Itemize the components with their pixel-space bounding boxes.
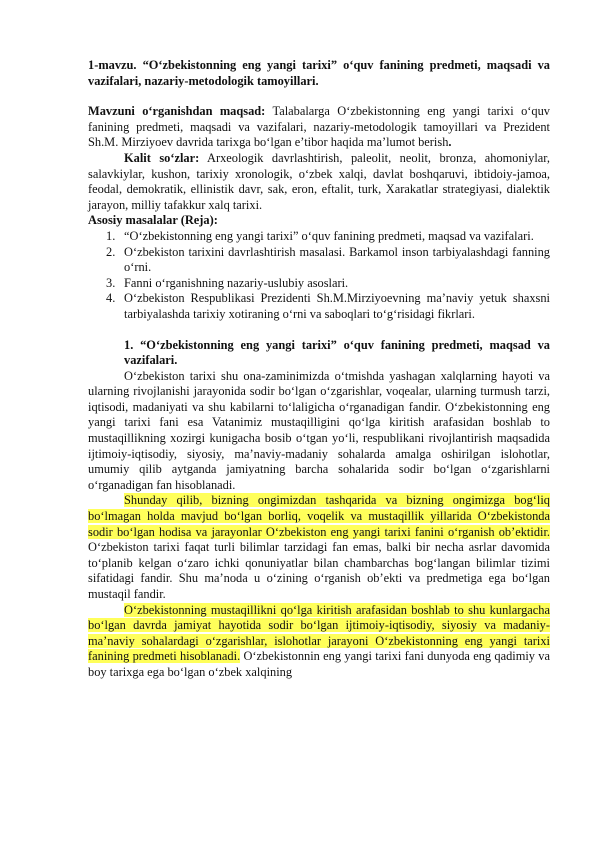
section-paragraph-1: O‘zbekiston tarixi shu ona-zaminimizda o‘tmishda yashagan xalqlarning hayoti va ularning rivojlanishi jarayonida sodir bo‘lgan o‘zgarishlar, voqealar, ularning turmush tarzi, iqtisodi, madaniyati va shu kabilarni to‘laligicha o‘rganadigan fandir. O‘zbekistonning eng yangi tarixi fani esa Vatanimiz mustaqilligini qo‘lga kiritish arafasidan boshlab to mustaqillikning xozirgi kunigacha bosib o‘tgan yo‘li, respublikani rivojlantirish maqsadida ijtimoiy-iqtisodiy, siyosiy, ma’naviy-madaniy sohalarda amalga oshirilgan islohotlar, umumiy qilib aytganda jamiyatning barcha sohalarida sodir bo‘lgan o‘zgarishlarni o‘rganadigan fan hisoblanadi.: [88, 368, 550, 492]
aim-paragraph: [88, 104, 550, 151]
paragraph-text: O‘zbekistonnin eng yangi tarixi fani dunyoda eng qadimiy va boy tarixga ega bo‘lgan o‘zbek xalqining: [88, 649, 550, 679]
plan-item-text: O‘zbekiston Respublikasi Prezidenti Sh.M.Mirziyoevning ma’naviy yetuk shaxsni tarbiyalashda tarixiy xotiraning o‘rni va saboqlari to‘g‘risidagi fikrlari.: [124, 291, 550, 321]
plan-heading: Asosiy masalalar (Reja):: [88, 213, 218, 228]
plan-item-text: “O‘zbekistonning eng yangi tarixi” o‘quv fanining predmeti, maqsad va vazifalari.: [124, 228, 534, 243]
plan-item-number: 3.: [106, 275, 116, 290]
highlighted-text: Shunday qilib, bizning ongimizdan tashqarida va bizning ongimizga bog‘liq bo‘lmagan holda mavjud bo‘lgan borliq, voqelik va mustaqillik yillarida O‘zbekistonda sodir bo‘lgan hodisa va jarayonlar O‘zbekiston eng yangi tarixi fanini o‘rganish ob’ektidir.: [88, 493, 550, 539]
spacer: [88, 89, 550, 104]
aim-end: .: [448, 135, 452, 150]
keywords-paragraph: [88, 151, 550, 213]
highlighted-text: O‘zbekistonning mustaqillikni qo‘lga kiritish arafasidan boshlab to shu kunlargacha bo‘lgan davrda jamiyat hayotida sodir bo‘lgan ijtimoiy-iqtisodiy, siyosiy va madaniy-ma’naviy sohalardagi o‘zgarishlar, islohotlar jarayoni O‘zbekistonning eng yangi tarixi fanining predmeti hisoblanadi.: [88, 602, 550, 664]
plan-item: [88, 245, 550, 276]
keywords-label: Kalit so‘zlar:: [124, 150, 200, 165]
section-heading: 1. “O‘zbekistonning eng yangi tarixi” o‘quv fanining predmeti, maqsad va vazifalari.: [124, 337, 550, 368]
plan-item: [88, 229, 550, 245]
plan-item-number: 2.: [106, 244, 116, 259]
topic-title: 1-mavzu. “O‘zbekistonning eng yangi tarixi” o‘quv fanining predmeti, maqsadi va vazifalari, nazariy-metodologik tamoyillari.: [88, 58, 550, 88]
plan-list: [88, 229, 550, 323]
plan-item: [88, 291, 550, 322]
paragraph-text: O‘zbekiston tarixi faqat turli bilimlar tarzidagi fan emas, balki bir necha asrlar davomida to‘planib kelgan o‘zaro ichki qonuniyatlar bilan chambarchas bog‘langan bilimlar tizimi sifatidagi fandir. Shu ma’noda u o‘zining o‘rganish ob’ekti va predmetiga ega bo‘lgan mustaqil fandir.: [88, 540, 550, 601]
plan-item-number: 1.: [106, 228, 116, 243]
keywords-text: Arxeologik davrlashtirish, paleolit, neolit, bronza, ahomoniylar, salavkiylar, kushon, tarixiy xronologik, o‘zbek xalqi, davlat boshqaruvi, ibtidoiy-jamoa, feodal, demokratik, ellinistik davr, sak, eron, eftalit, turk, Xarakatlar strategiyasi, dialektik jarayon, milliy tafakkur xalq tarixi.: [88, 150, 550, 212]
plan-item-text: Fanni o‘rganishning nazariy-uslubiy asoslari.: [124, 275, 349, 290]
plan-item-text: O‘zbekiston tarixini davrlashtirish masalasi. Barkamol inson tarbiyalashdagi fanning o‘rni.: [124, 244, 550, 275]
aim-text: Talabalarga O‘zbekistonning eng yangi tarixi o‘quv fanining predmeti, maqsadi va vazifalari, nazariy-metodologik tamoyillari va Prezident Sh.M. Mirziyoev davrida tarixga bo‘lgan e’tibor haqida ma’lumot berish: [88, 104, 550, 150]
spacer: [88, 323, 550, 338]
aim-label: Mavzuni o‘rganishdan maqsad:: [88, 104, 266, 119]
section-paragraph-2: [88, 493, 550, 602]
section-paragraph-3: [88, 603, 550, 681]
plan-item: [88, 276, 550, 292]
plan-item-number: 4.: [106, 291, 116, 306]
